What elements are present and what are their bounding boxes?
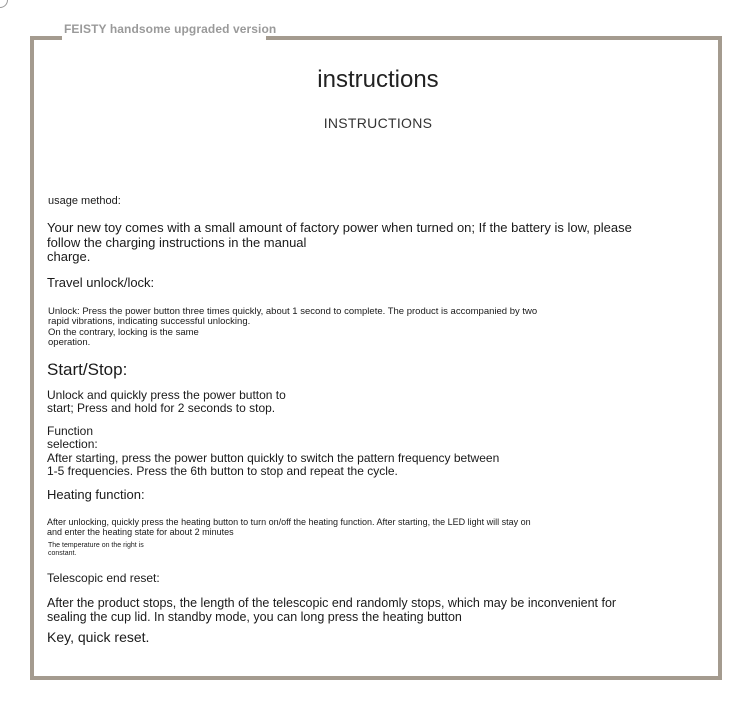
start-heading: Start/Stop:	[47, 360, 128, 379]
travel-text: Unlock: Press the power button three times quickly, about 1 second to complete. The product is accompanied by two rapid vibrations, indicating successful unlocking. On the contrary, locking is the same operation.	[48, 306, 538, 349]
function-heading: Function selection:	[47, 424, 98, 451]
travel-heading: Travel unlock/lock:	[47, 275, 155, 290]
telescopic-text: After the product stops, the length of the telescopic end randomly stops, which may be inconvenient for sealing the cup lid. In standby mode, you can long press the heating button	[47, 596, 617, 624]
brand-label: FEISTY handsome upgraded version	[64, 22, 277, 36]
heating-note: The temperature on the right is constant.	[48, 542, 144, 557]
usage-heading: usage method:	[48, 195, 121, 207]
corner-circle	[0, 0, 8, 8]
page-title: instructions	[317, 66, 439, 93]
telescopic-heading: Telescopic end reset:	[47, 571, 160, 585]
function-text: After starting, press the power button quickly to switch the pattern frequency between 1-5 frequencies. Press the 6th button to stop and repeat the cycle.	[47, 451, 500, 479]
heating-text: After unlocking, quickly press the heating button to turn on/off the heating function. After starting, the LED light will stay on and enter the heating state for about 2 minutes	[47, 517, 531, 537]
page-subtitle: INSTRUCTIONS	[323, 115, 433, 131]
heating-heading: Heating function:	[47, 487, 145, 502]
start-text: Unlock and quickly press the power button to start; Press and hold for 2 seconds to stop.	[47, 388, 286, 416]
telescopic-end: Key, quick reset.	[47, 629, 150, 645]
usage-text: Your new toy comes with a small amount of factory power when turned on; If the battery is low, please follow the charging instructions in the manual charge.	[47, 220, 632, 265]
